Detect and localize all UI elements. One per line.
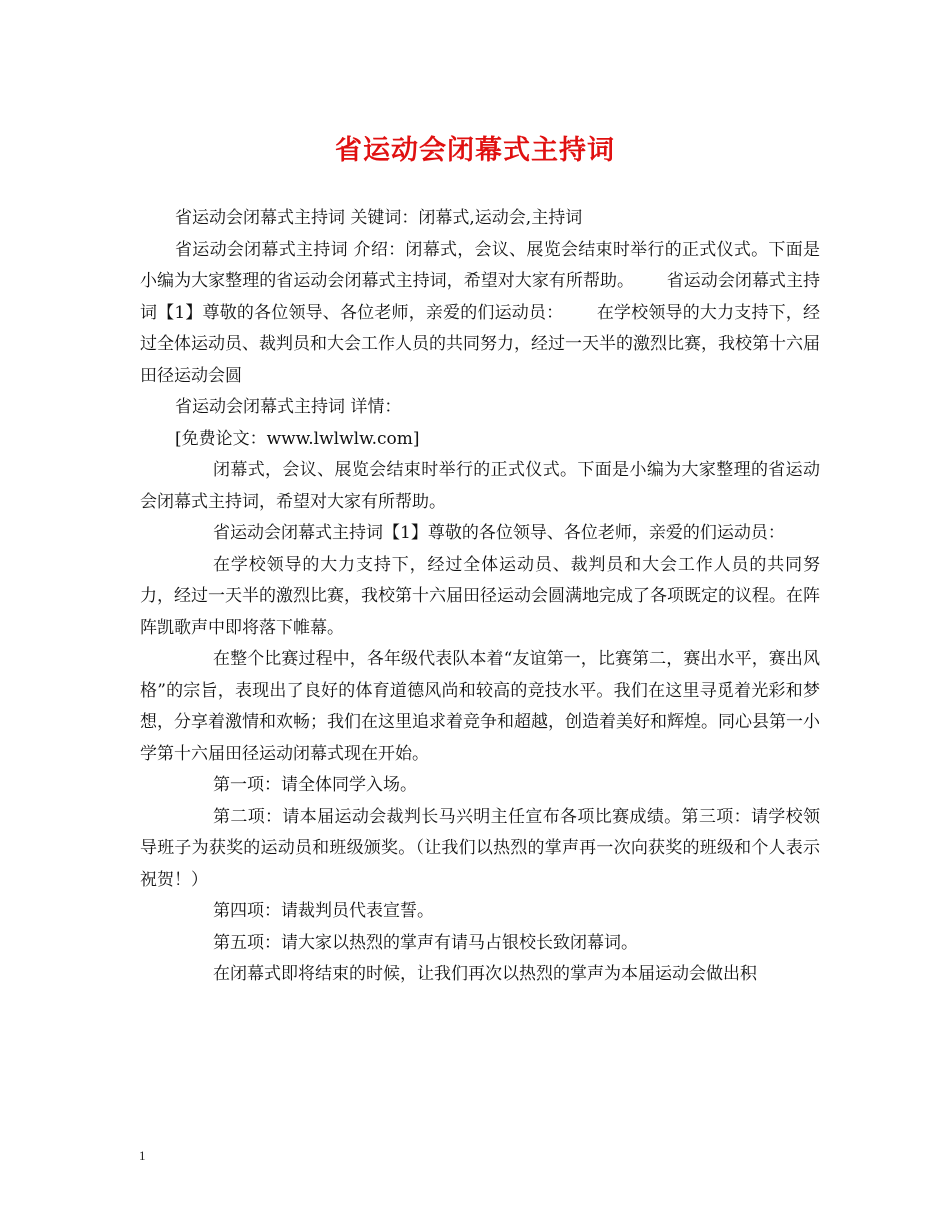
paragraph: 第二项：请本届运动会裁判长马兴明主任宣布各项比赛成绩。第三项：请学校领导班子为获奖的运动员和班级颁奖。（让我们以热烈的掌声再一次向获奖的班级和个人表示祝贺！） xyxy=(140,806,820,890)
page-number: 1 xyxy=(139,1148,146,1163)
paragraph: 第四项：请裁判员代表宣誓。 xyxy=(213,901,434,921)
paragraph: 省运动会闭幕式主持词 介绍：闭幕式，会议、展览会结束时举行的正式仪式。下面是小编为大家整理的省运动会闭幕式主持词，希望对大家有所帮助。 省运动会闭幕式主持词【1】尊敬的各位领导、各位老师，亲爱的们运动员： 在学校领导的大力支持下，经过全体运动员、裁判员和大会工作人员的共同努力，经过一天半的激烈比赛，我校第十六届田径运动会圆 xyxy=(140,239,820,386)
paragraph: [免费论文：www.lwlwlw.com] xyxy=(175,428,420,449)
paragraph: 闭幕式，会议、展览会结束时举行的正式仪式。下面是小编为大家整理的省运动会闭幕式主持词，希望对大家有所帮助。 xyxy=(140,460,820,512)
document-body xyxy=(140,203,820,991)
paragraph: 第一项：请全体同学入场。 xyxy=(213,775,417,795)
paragraph: 省运动会闭幕式主持词 关键词：闭幕式,运动会,主持词 xyxy=(175,208,583,228)
paragraph: 在闭幕式即将结束的时候，让我们再次以热烈的掌声为本届运动会做出积 xyxy=(213,964,757,984)
paragraph: 省运动会闭幕式主持词 详情： xyxy=(175,397,402,417)
document-title: 省运动会闭幕式主持词 xyxy=(335,135,615,166)
paragraph: 省运动会闭幕式主持词【1】尊敬的各位领导、各位老师，亲爱的们运动员： xyxy=(213,523,785,543)
paragraph: 在学校领导的大力支持下，经过全体运动员、裁判员和大会工作人员的共同努力，经过一天半的激烈比赛，我校第十六届田径运动会圆满地完成了各项既定的议程。在阵阵凯歌声中即将落下帷幕。 xyxy=(140,554,820,638)
paragraph: 在整个比赛过程中，各年级代表队本着“友谊第一，比赛第二，赛出水平，赛出风格”的宗旨，表现出了良好的体育道德风尚和较高的竞技水平。我们在这里寻觅着光彩和梦想，分享着激情和欢畅；我们在这里追求着竞争和超越，创造着美好和辉煌。同心县第一小学第十六届田径运动闭幕式现在开始。 xyxy=(140,649,820,764)
paragraph: 第五项：请大家以热烈的掌声有请马占银校长致闭幕词。 xyxy=(213,932,638,953)
